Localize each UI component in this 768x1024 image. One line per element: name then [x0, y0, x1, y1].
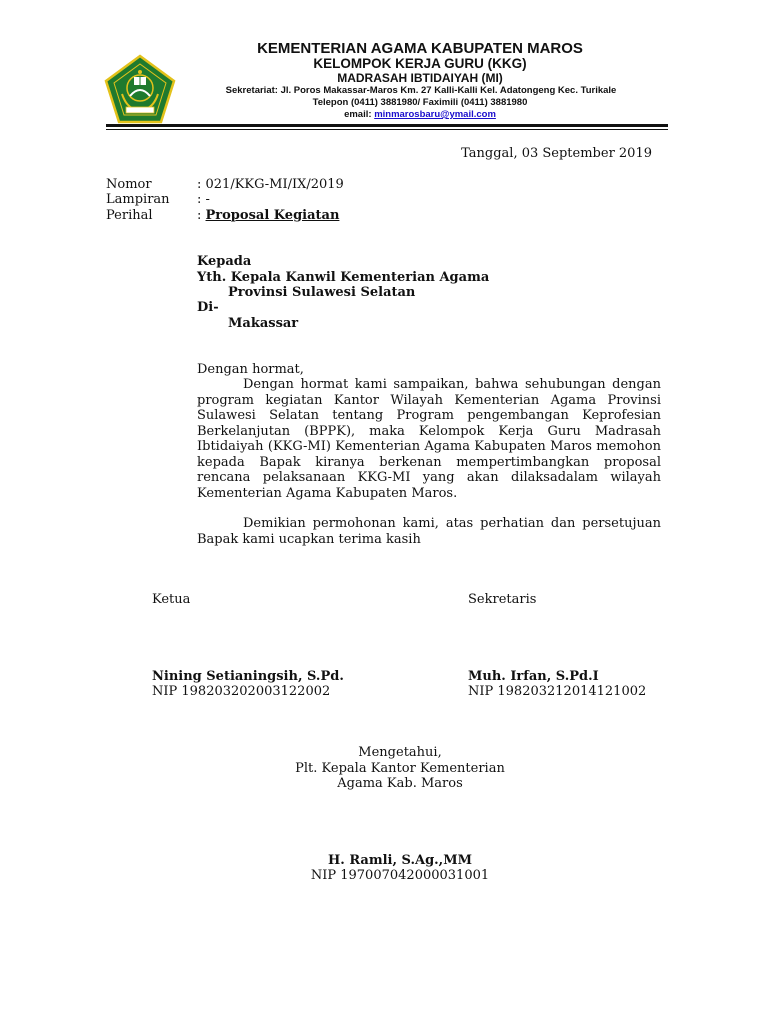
email-line — [0, 109, 768, 120]
phone-line: Telepon (0411) 3881980/ Faximili (0411) 3881980 — [312, 97, 528, 108]
kepada-label: Kepada — [197, 254, 252, 269]
salutation: Dengan hormat, — [197, 362, 304, 377]
nomor-label: Nomor — [106, 177, 152, 192]
letter-date: Tanggal, 03 September 2019 — [461, 146, 652, 161]
lampiran-value: : - — [197, 192, 210, 207]
school-title: MADRASAH IBTIDAIYAH (MI) — [337, 71, 503, 85]
nomor-value: : 021/KKG-MI/IX/2019 — [197, 177, 344, 192]
plt-title-line1: Plt. Kepala Kantor Kementerian — [295, 761, 505, 776]
lampiran-label: Lampiran — [106, 192, 170, 207]
perihal-value — [197, 208, 339, 224]
address-line: Sekretariat: Jl. Poros Makassar-Maros Km. 27 Kalli-Kalli Kel. Adatongeng Kec. Turikale — [225, 85, 617, 96]
di-label: Di- — [197, 300, 219, 315]
header-divider-thick — [106, 124, 668, 127]
sekretaris-name: Muh. Irfan, S.Pd.I — [468, 669, 599, 684]
plt-title-line2: Agama Kab. Maros — [337, 776, 463, 791]
plt-nip: NIP 197007042000031001 — [310, 868, 490, 883]
mengetahui-label: Mengetahui, — [358, 745, 442, 760]
recipient-line1: Yth. Kepala Kanwil Kementerian Agama — [197, 270, 490, 285]
plt-name: H. Ramli, S.Ag.,MM — [327, 853, 472, 868]
email-label: email: — [344, 109, 375, 120]
sekretaris-title: Sekretaris — [468, 592, 537, 607]
body-paragraph-1: Dengan hormat kami sampaikan, bahwa sehubungan dengan program kegiatan Kantor Wilayah Kementerian Agama Provinsi Sulawesi Selatan tentang Program pengembangan Keprofesian Berkelanjutan (BPPK), maka Kelompok Kerja Guru Madrasah Ibtidaiyah (KKG-MI) Kementerian Agama Kabupaten Maros memohon kepada Bapak kiranya berkenan mempertimbangkan proposal rencana pelaksanaan KKG-MI yang akan dilaksadalam wilayah Kementerian Agama Kabupaten Maros. — [197, 377, 661, 501]
recipient-city: Makassar — [228, 316, 299, 331]
body-paragraph-2: Demikian permohonan kami, atas perhatian dan persetujuan Bapak kami ucapkan terima kasih — [197, 516, 661, 547]
ketua-title: Ketua — [152, 592, 191, 607]
ministry-title: KEMENTERIAN AGAMA KABUPATEN MAROS — [257, 40, 583, 57]
recipient-line2: Provinsi Sulawesi Selatan — [228, 285, 416, 300]
sekretaris-nip: NIP 198203212014121002 — [468, 684, 647, 699]
perihal-subject: Proposal Kegiatan — [205, 208, 340, 223]
ketua-name: Nining Setianingsih, S.Pd. — [152, 669, 344, 684]
perihal-label: Perihal — [106, 208, 153, 223]
perihal-colon: : — [197, 208, 206, 223]
ketua-nip: NIP 198203202003122002 — [152, 684, 331, 699]
header-divider-thin — [106, 129, 668, 130]
email-link[interactable]: minmarosbaru@ymail.com — [374, 109, 496, 120]
group-title: KELOMPOK KERJA GURU (KKG) — [313, 56, 527, 71]
